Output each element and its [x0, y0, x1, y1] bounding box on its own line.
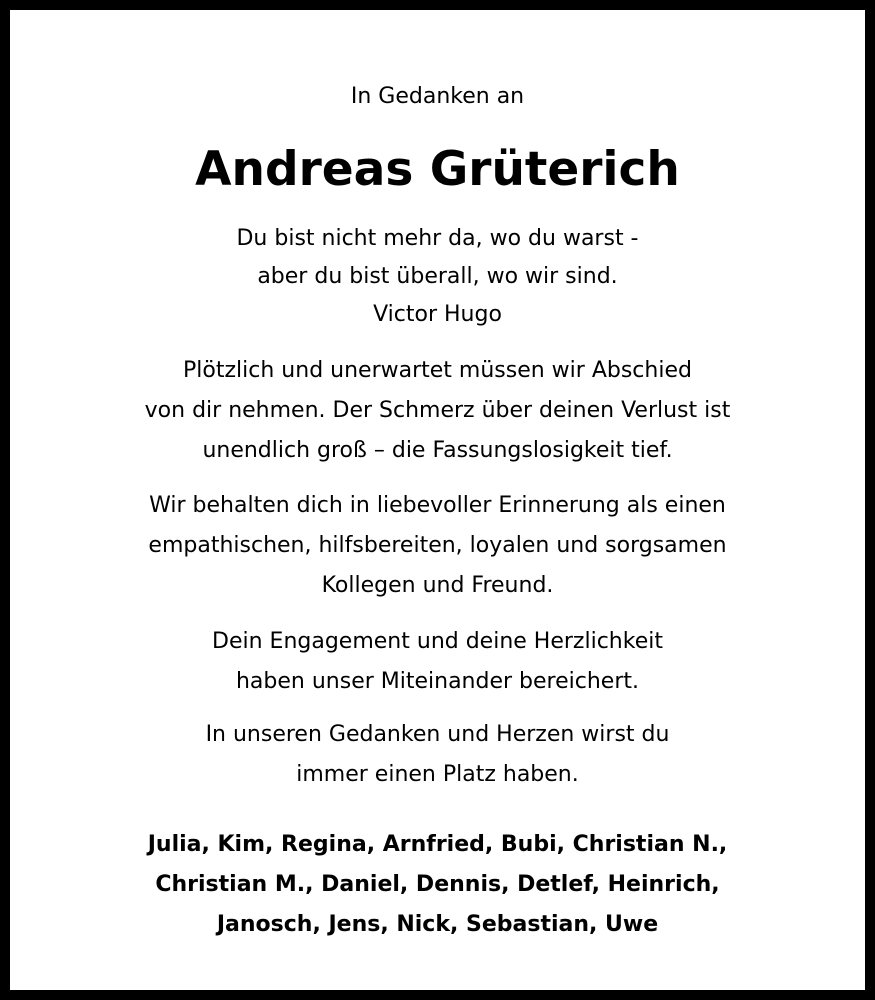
quote-line-1: Du bist nicht mehr da, wo du warst -: [236, 226, 639, 251]
message-line: Wir behalten dich in liebevoller Erinnerung als einen: [149, 493, 726, 518]
signatories-line-3: Janosch, Jens, Nick, Sebastian, Uwe: [216, 912, 659, 937]
deceased-name: Andreas Grüterich: [195, 142, 680, 197]
message-line: Plötzlich und unerwartet müssen wir Abschied: [183, 358, 692, 383]
message-paragraph-2: [10, 486, 865, 606]
message-line: immer einen Platz haben.: [296, 762, 579, 787]
message-line: Dein Engagement und deine Herzlichkeit: [212, 629, 663, 654]
message-paragraph-1: [10, 351, 865, 471]
signatories-list: [10, 825, 865, 945]
intro-text: In Gedanken an: [350, 84, 525, 109]
quote-block: [10, 220, 865, 334]
quote-author: Victor Hugo: [373, 302, 502, 327]
message-line: haben unser Miteinander bereichert.: [235, 669, 639, 694]
message-line: In unseren Gedanken und Herzen wirst du: [205, 722, 670, 747]
signatories-line-2: Christian M., Daniel, Dennis, Detlef, Heinrich,: [155, 872, 720, 897]
message-line: von dir nehmen. Der Schmerz über deinen Verlust ist: [144, 398, 731, 423]
signatories-line-1: Julia, Kim, Regina, Arnfried, Bubi, Christian N.,: [147, 832, 728, 857]
message-paragraph-4: [10, 715, 865, 795]
message-paragraph-3: [10, 622, 865, 702]
quote-line-2: aber du bist überall, wo wir sind.: [257, 264, 618, 289]
message-line: empathischen, hilfsbereiten, loyalen und sorgsamen: [148, 533, 727, 558]
message-line: unendlich groß – die Fassungslosigkeit tief.: [202, 438, 673, 463]
message-line: Kollegen und Freund.: [321, 573, 554, 598]
